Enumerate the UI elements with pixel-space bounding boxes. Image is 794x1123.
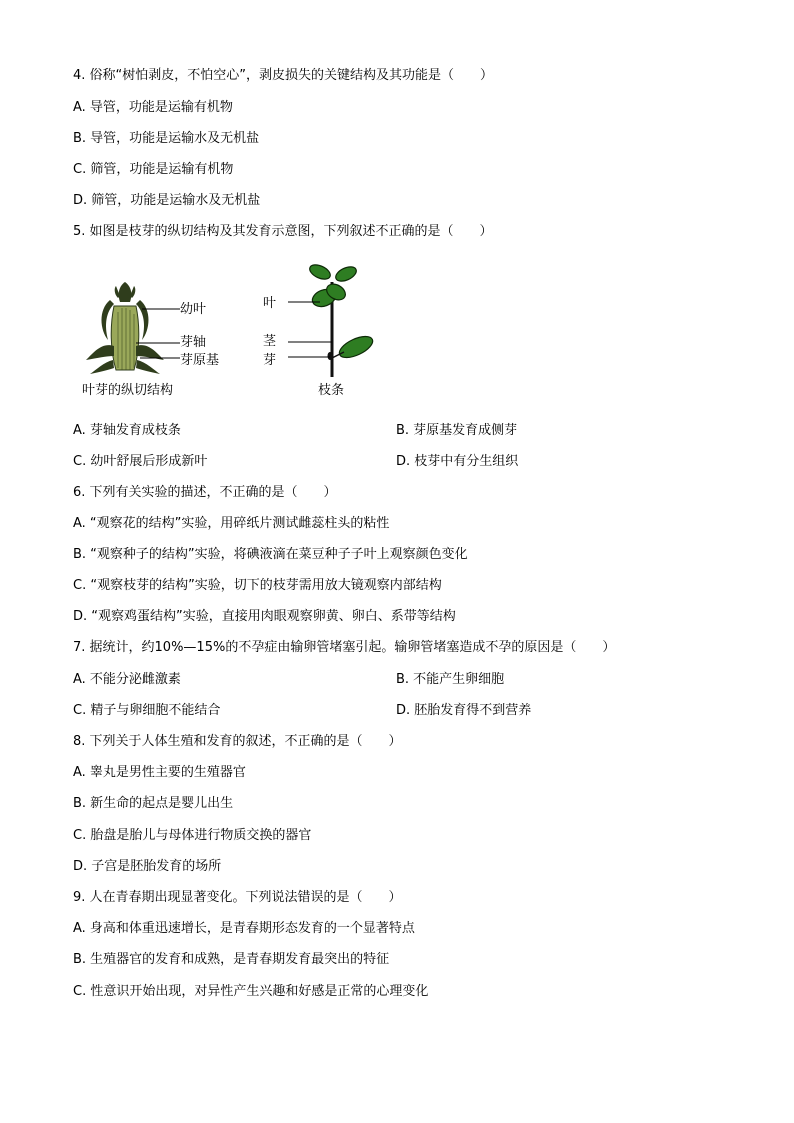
question-4-option-b: B. 导管，功能是运输水及无机盐 [73,131,260,146]
branch-label-bud: 芽 [263,353,277,368]
question-5-stem: 5. 如图是枝芽的纵切结构及其发育示意图，下列叙述不正确的是（ ） [73,224,493,239]
question-6-stem: 6. 下列有关实验的描述，不正确的是（ ） [73,485,337,500]
question-9-stem: 9. 人在青春期出现显著变化。下列说法错误的是（ ） [73,890,402,905]
question-4-option-a: A. 导管，功能是运输有机物 [73,100,233,115]
question-7-option-d: D. 胚胎发育得不到营养 [396,703,532,718]
branch-caption: 枝条 [318,383,345,398]
question-8-option-b: B. 新生命的起点是婴儿出生 [73,796,234,811]
question-7-option-a: A. 不能分泌雌激素 [73,672,181,687]
bud-label-young-leaf: 幼叶 [180,302,207,317]
question-9-option-c: C. 性意识开始出现，对异性产生兴趣和好感是正常的心理变化 [73,984,429,999]
question-6-option-d: D. “观察鸡蛋结构”实验，直接用肉眼观察卵黄、卵白、系带等结构 [73,609,456,624]
branch-drawing [280,262,380,382]
question-8-option-a: A. 睾丸是男性主要的生殖器官 [73,765,246,780]
bud-section-drawing [80,280,190,380]
bud-label-bud-axis: 芽轴 [180,335,207,350]
bud-section-figure [80,280,190,380]
question-5-option-a: A. 芽轴发育成枝条 [73,423,181,438]
question-7-option-c: C. 精子与卵细胞不能结合 [73,703,221,718]
question-8-option-c: C. 胎盘是胎儿与母体进行物质交换的器官 [73,828,312,843]
question-5-option-b: B. 芽原基发育成侧芽 [396,423,518,438]
branch-figure [280,262,380,382]
bud-caption: 叶芽的纵切结构 [82,383,174,398]
question-9-option-b: B. 生殖器官的发育和成熟，是青春期发育最突出的特征 [73,952,390,967]
bud-label-bud-primordium: 芽原基 [180,353,220,368]
question-5-option-c: C. 幼叶舒展后形成新叶 [73,454,208,469]
question-4-option-d: D. 筛管，功能是运输水及无机盐 [73,193,261,208]
question-4-option-c: C. 筛管，功能是运输有机物 [73,162,234,177]
question-4-stem: 4. 俗称“树怕剥皮，不怕空心”，剥皮损失的关键结构及其功能是（ ） [73,68,494,83]
question-5-option-d: D. 枝芽中有分生组织 [396,454,519,469]
branch-label-leaf: 叶 [263,296,277,311]
question-7-stem: 7. 据统计，约10%—15%的不孕症由输卵管堵塞引起。输卵管堵塞造成不孕的原因是（ ） [73,640,616,655]
question-9-option-a: A. 身高和体重迅速增长，是青春期形态发育的一个显著特点 [73,921,415,936]
question-7-option-b: B. 不能产生卵细胞 [396,672,505,687]
branch-label-stem: 茎 [263,334,277,349]
question-8-stem: 8. 下列关于人体生殖和发育的叙述，不正确的是（ ） [73,734,402,749]
question-6-option-a: A. “观察花的结构”实验，用碎纸片测试雌蕊柱头的粘性 [73,516,390,531]
question-8-option-d: D. 子宫是胚胎发育的场所 [73,859,222,874]
question-6-option-c: C. “观察枝芽的结构”实验，切下的枝芽需用放大镜观察内部结构 [73,578,442,593]
question-6-option-b: B. “观察种子的结构”实验，将碘液滴在菜豆种子子叶上观察颜色变化 [73,547,468,562]
